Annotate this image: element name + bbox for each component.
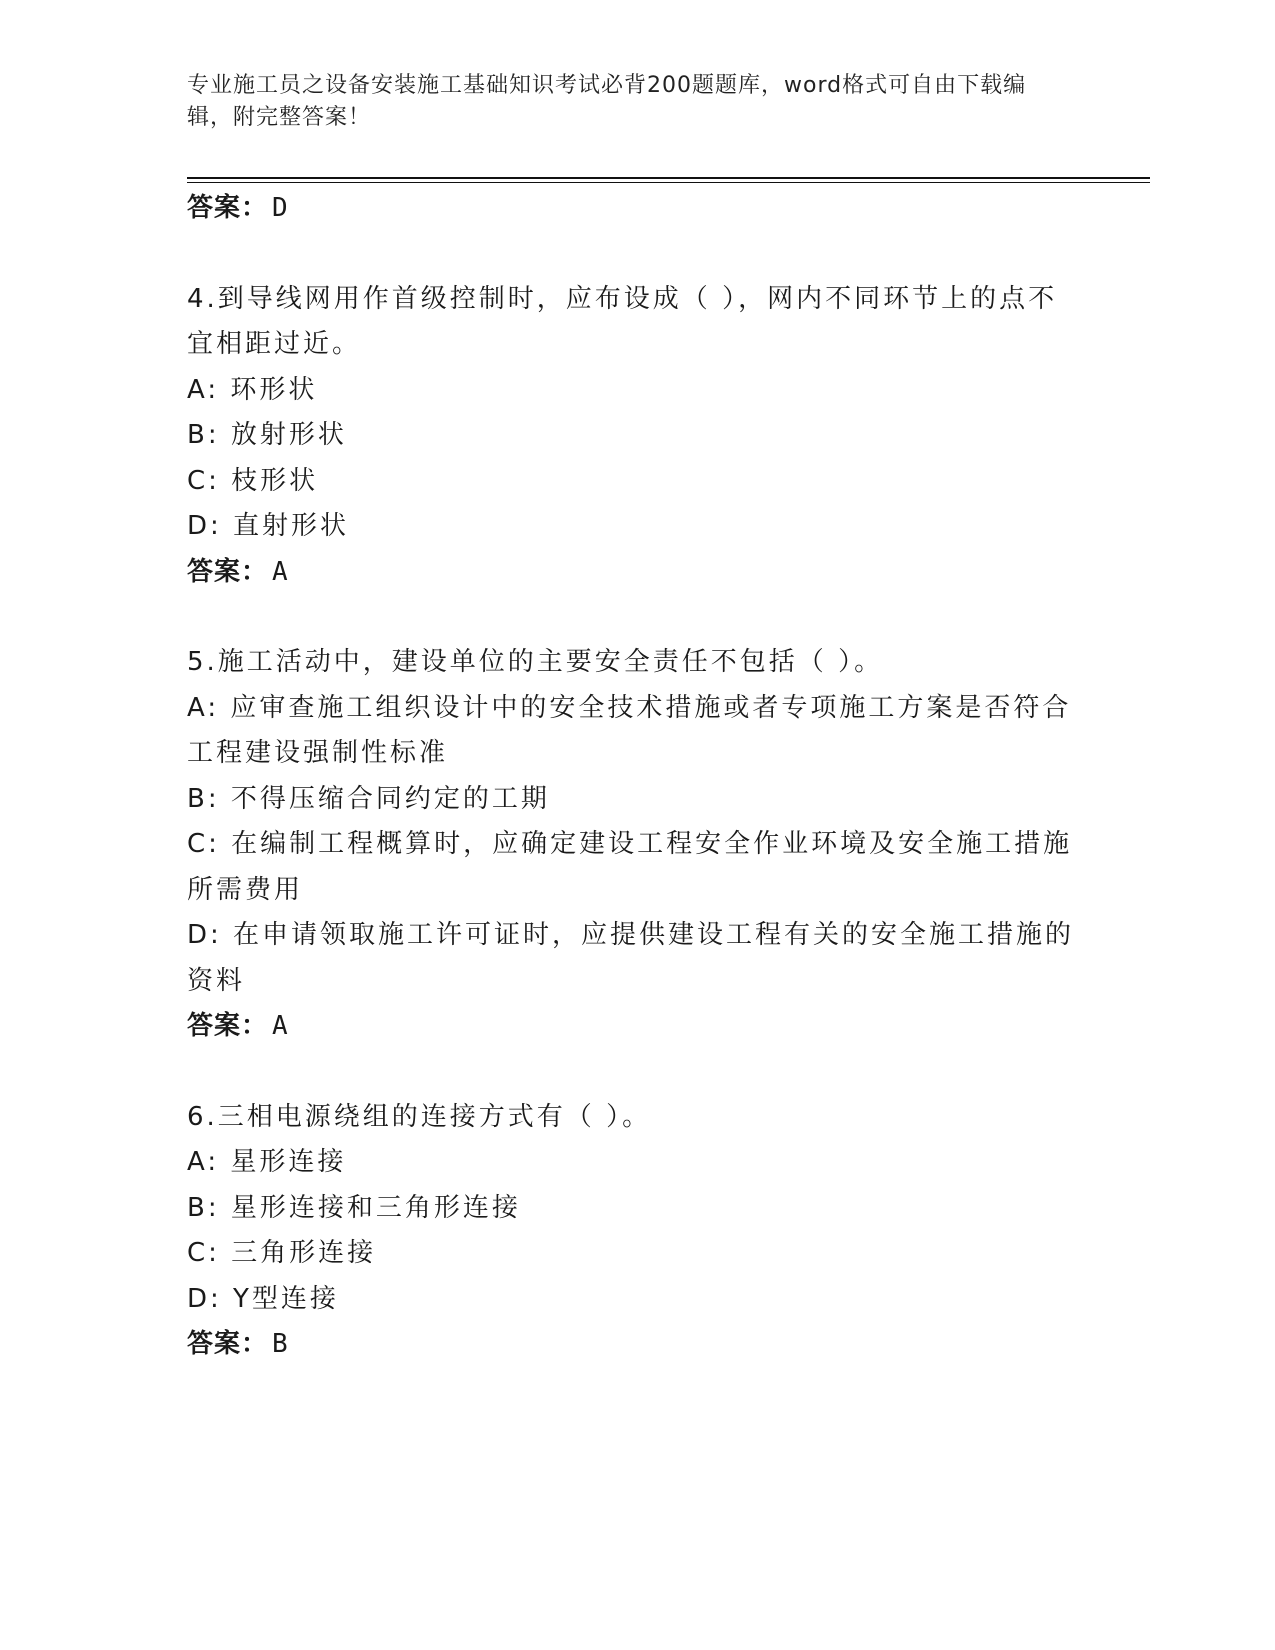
question-gap xyxy=(187,1050,1077,1095)
answer-line xyxy=(187,550,1077,596)
option-a: A: 环形状 xyxy=(187,374,318,405)
question-stem: 4.到导线网用作首级控制时，应布设成（ ），网内不同环节上的点不宜相距过近。 xyxy=(187,283,1058,359)
option-d: D: 在申请领取施工许可证时，应提供建设工程有关的安全施工措施的资料 xyxy=(187,920,1075,996)
answer-label: 答案： xyxy=(187,193,269,223)
option-b: B: 放射形状 xyxy=(187,420,347,450)
document-header xyxy=(187,70,1067,134)
header-divider-thin xyxy=(187,182,1150,183)
answer-value: D xyxy=(272,193,289,223)
question-stem: 5.施工活动中，建设单位的主要安全责任不包括（ ）。 xyxy=(187,647,884,677)
header-divider-thick xyxy=(187,177,1150,179)
question-stem: 6.三相电源绕组的连接方式有（ ）。 xyxy=(187,1101,652,1132)
answer-label: 答案： xyxy=(187,1329,269,1359)
option-d: D: 直射形状 xyxy=(187,511,350,541)
option-b: B: 星形连接和三角形连接 xyxy=(187,1192,521,1223)
question-gap xyxy=(187,232,1077,277)
answer-value: B xyxy=(272,1329,289,1359)
option-a: A: 应审查施工组织设计中的安全技术措施或者专项施工方案是否符合工程建设强制性标准 xyxy=(187,692,1072,768)
answer-line xyxy=(187,186,1077,232)
header-title: 专业施工员之设备安装施工基础知识考试必背200题题库，word格式可自由下载编辑，附完整答案！ xyxy=(187,73,1027,130)
option-c: C: 三角形连接 xyxy=(187,1238,377,1268)
answer-label: 答案： xyxy=(187,556,269,587)
option-d: D: Y型连接 xyxy=(187,1283,339,1314)
answer-line xyxy=(187,1004,1077,1050)
question-block xyxy=(187,277,1077,596)
option-c: C: 在编制工程概算时，应确定建设工程安全作业环境及安全施工措施所需费用 xyxy=(187,829,1073,905)
question-block xyxy=(187,640,1077,1050)
answer-value: A xyxy=(272,556,289,587)
question-content xyxy=(187,186,1077,1368)
option-c: C: 枝形状 xyxy=(187,465,319,496)
question-block xyxy=(187,1095,1077,1368)
option-b: B: 不得压缩合同约定的工期 xyxy=(187,783,550,814)
question-gap xyxy=(187,595,1077,640)
answer-value: A xyxy=(272,1011,289,1041)
answer-label: 答案： xyxy=(187,1011,269,1041)
answer-line xyxy=(187,1322,1077,1368)
option-a: A: 星形连接 xyxy=(187,1147,347,1177)
